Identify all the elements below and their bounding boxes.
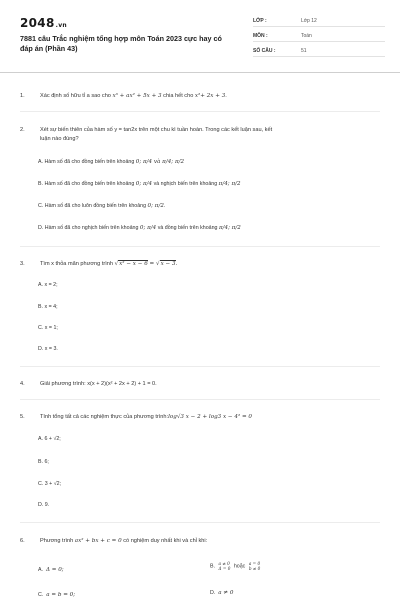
question-separator (20, 366, 380, 367)
logo-main: 2048 (20, 16, 55, 30)
question-number: 2. (20, 127, 25, 133)
option-c[interactable]: C. a = b = 0; (38, 592, 76, 598)
option-b[interactable]: B. a ≠ 0 Δ = 0 hoặc a = 0 b ≠ 0 (210, 561, 261, 571)
question-text: Xác định số hữu tỉ a sao cho x³ + ax² + 5x + 3 chia hết cho x²+ 2x + 3. (40, 93, 227, 99)
option-d[interactable]: D. x = 3. (38, 346, 58, 352)
option-b[interactable]: B. x = 4; (38, 304, 58, 310)
option-d[interactable]: D. a ≠ 0 (210, 590, 234, 596)
logo-suffix: .vn (55, 22, 67, 29)
option-b[interactable]: B. 6; (38, 459, 49, 465)
condition-stack: a = 0 b ≠ 0 (248, 561, 261, 571)
meta-value: 51 (301, 48, 307, 54)
question-separator (20, 399, 380, 400)
option-b[interactable]: B. Hàm số đã cho đồng biến trên khoảng 0; π/4 và nghịch biến trên khoảng π/4; π/2 (38, 181, 241, 187)
question-number: 6. (20, 538, 25, 544)
option-a[interactable]: A. 6 + √2; (38, 436, 61, 442)
question-number: 5. (20, 414, 25, 420)
option-a[interactable]: A. x = 2; (38, 282, 58, 288)
document-header (20, 10, 385, 62)
meta-label: LỚP : (253, 18, 267, 24)
option-a[interactable]: A. Hàm số đã cho đồng biến trên khoảng 0; π/4 và π/4; π/2 (38, 159, 185, 165)
question-number: 4. (20, 381, 25, 387)
option-c[interactable]: C. Hàm số đã cho luôn đồng biến trên khoảng 0; π/2. (38, 203, 166, 209)
site-logo[interactable] (20, 16, 67, 30)
document-title: 7881 câu Trắc nghiệm tổng hợp môn Toán 2023 cực hay có đáp án (Phần 43) (20, 34, 222, 53)
question-text: Xét sự biến thiên của hàm số y = tan2x trên một chu kì tuần hoàn. Trong các kết luận sau, kết luận nào đúng? (40, 127, 273, 142)
option-d[interactable]: D. 9. (38, 502, 50, 508)
meta-table (253, 16, 385, 61)
question-number: 3. (20, 261, 25, 267)
condition-stack: a ≠ 0 Δ = 0 (218, 561, 231, 571)
meta-label: MÔN : (253, 33, 268, 39)
question-separator (20, 522, 380, 523)
meta-label: SỐ CÂU : (253, 48, 276, 54)
question-number: 1. (20, 93, 25, 99)
question-text: Tính tổng tất cả các nghiệm thực của phương trình:log√3 x − 2 + log3 x − 4² = 0 (40, 414, 252, 420)
question-text: Phương trình ax² + bx + c = 0 có nghiệm duy nhất khi và chỉ khi: (40, 538, 208, 544)
meta-row-count (253, 46, 385, 57)
question-separator (20, 111, 380, 112)
question-separator (20, 246, 380, 247)
option-c[interactable]: C. 3 + √2; (38, 481, 62, 487)
option-a[interactable]: A. Δ = 0; (38, 567, 64, 573)
meta-row-class (253, 16, 385, 27)
meta-row-subject (253, 31, 385, 42)
question-text: Giải phương trình: x(x + 2)(x² + 2x + 2) + 1 = 0. (40, 381, 157, 387)
meta-value: Lớp 12 (301, 18, 317, 24)
option-d[interactable]: D. Hàm số đã cho nghịch biến trên khoảng 0; π/4 và đồng biến trên khoảng π/4; π/2 (38, 225, 241, 231)
header-divider (0, 72, 400, 73)
option-c[interactable]: C. x = 1; (38, 325, 58, 331)
meta-value: Toán (301, 33, 312, 39)
question-text: Tìm x thỏa mãn phương trình √x² − x − 6 = √x − 3. (40, 261, 178, 267)
